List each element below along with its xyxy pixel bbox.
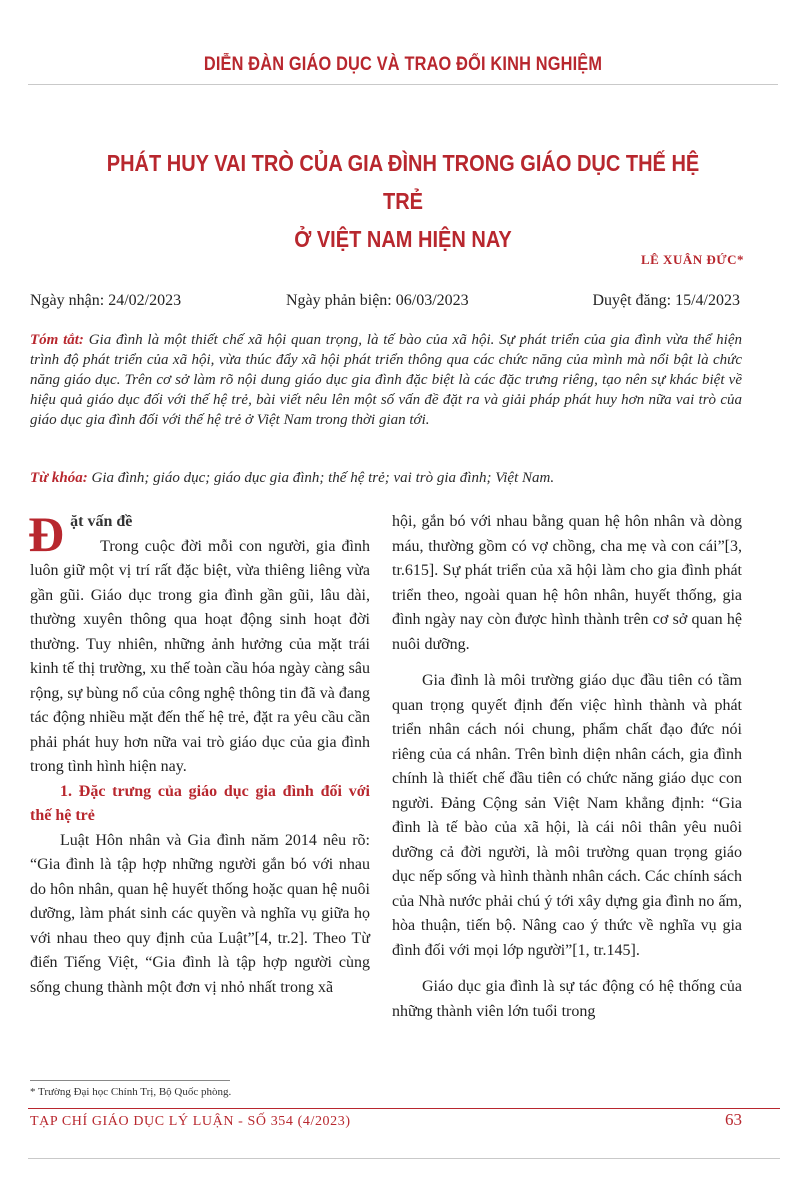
section-1-heading: 1. Đặc trưng của giáo dục gia đình đối với thế hệ trẻ [30, 782, 370, 824]
footer-divider [28, 1108, 780, 1109]
body-column-right [392, 510, 742, 1024]
article-title-line-1: PHÁT HUY VAI TRÒ CỦA GIA ĐÌNH TRONG GIÁO DỤC THẾ HỆ TRẺ [106, 150, 700, 214]
section-title: DIỄN ĐÀN GIÁO DỤC VÀ TRAO ĐỔI KINH NGHIỆM [203, 54, 603, 75]
date-accepted: Duyệt đăng: 15/4/2023 [592, 292, 740, 309]
article-title-line-2: Ở VIỆT NAM HIỆN NAY [294, 226, 512, 252]
author: LÊ XUÂN ĐỨC* [640, 252, 744, 267]
paragraph: Gia đình là môi trường giáo dục đầu tiên có tầm quan trọng quyết định đến việc hình thành và phát triển nhân cách nói chung, phẩm chất đạo đức nói riêng của cá nhân. Trên bình diện nhân cách, gia đình chính là thiết chế đầu tiên có chức năng giáo dục con người. Đảng Cộng sản Việt Nam khẳng định: “Gia đình là tế bào của xã hội, là cái nôi thân yêu nuôi dưỡng cả đời người, là môi trường quan trọng giáo dục nếp sống và hình thành nhân cách. Các chính sách của Nhà nước phải chú ý tới xây dựng gia đình no ấm, hòa thuận, tiến bộ. Nâng cao ý thức về nghĩa vụ gia đình đối với mọi lớp người”[1, tr.145]. [392, 672, 742, 959]
keywords-text: Gia đình; giáo dục; giáo dục gia đình; thế hệ trẻ; vai trò gia đình; Việt Nam. [87, 470, 555, 486]
date-received: Ngày nhận: 24/02/2023 [30, 292, 182, 309]
footnote-divider [30, 1080, 230, 1081]
intro-heading [28, 506, 370, 562]
drop-cap: Đ [28, 506, 65, 562]
footnote: * Trường Đại học Chính Trị, Bộ Quốc phòng. [30, 1086, 232, 1098]
paragraph: hội, gắn bó với nhau bằng quan hệ hôn nhân và dòng máu, thường gồm có vợ chồng, cha mẹ và con cái”[3, tr.615]. Sự phát triển của xã hội làm cho gia đình phát triển theo, ngoài quan hệ hôn nhân, huyết thống, gia đình ngày nay còn được hình thành trên cơ sở quan hệ nuôi dưỡng. [392, 513, 742, 653]
body-column-left [28, 506, 370, 1000]
keywords [30, 468, 742, 488]
date-reviewed: Ngày phản biện: 06/03/2023 [286, 292, 469, 309]
intro-heading-text: ặt vấn đề [70, 513, 133, 530]
paragraph: Trong cuộc đời mỗi con người, gia đình luôn giữ một vị trí rất đặc biệt, vừa thiêng liêng vừa gần gũi. Giáo dục trong gia đình gần gũi, lâu dài, thường xuyên thông qua hoạt động sinh hoạt đời thường. Tuy nhiên, những ảnh hưởng của mặt trái kinh tế thị trường, xu thế toàn cầu hóa ngày càng sâu rộng, sự bùng nổ của công nghệ thông tin đã và đang tác động nhiều mặt đến thế hệ trẻ, đặt ra yêu cầu cần phải phát huy hơn nữa vai trò giáo dục của gia đình trong tình hình hiện nay. [30, 537, 370, 775]
abstract [30, 330, 742, 430]
page-number: 63 [725, 1110, 742, 1129]
paragraph: Luật Hôn nhân và Gia đình năm 2014 nêu rõ: “Gia đình là tập hợp những người gắn bó với nhau do hôn nhân, quan hệ huyết thống hoặc quan hệ nuôi dưỡng, làm phát sinh các quyền và nghĩa vụ giữa họ với nhau theo quy định của Luật”[4, tr.2]. Theo Từ điển Tiếng Việt, “Gia đình là tập hợp người cùng sống chung thành một đơn vị nhỏ nhất trong xã [30, 831, 370, 996]
journal-name: TẠP CHÍ GIÁO DỤC LÝ LUẬN - SỐ 354 (4/2023) [30, 1114, 351, 1129]
bottom-divider [28, 1158, 780, 1159]
header-divider [28, 84, 778, 85]
article-title [87, 144, 719, 258]
paragraph: Giáo dục gia đình là sự tác động có hệ thống của những thành viên lớn tuổi trong [392, 978, 742, 1020]
abstract-label: Tóm tắt: [30, 332, 84, 348]
abstract-text: Gia đình là một thiết chế xã hội quan trọng, là tế bào của xã hội. Sự phát triển của gia đình vừa thể hiện trình độ phát triển của xã hội, vừa thúc đẩy xã hội phát triển thông qua các chức năng của mình mà nổi bật là chức năng giáo dục. Trên cơ sở làm rõ nội dung giáo dục gia đình đặc biệt là các đặc trưng riêng, tạo nên sự khác biệt về hiệu quả giáo dục đối với thế hệ trẻ, bài viết nêu lên một số vấn đề đặt ra và giải pháp phát huy hơn nữa vai trò của giáo dục gia đình đối với thế hệ trẻ ở Việt Nam trong thời gian tới. [30, 332, 742, 428]
keywords-label: Từ khóa: [30, 470, 88, 486]
